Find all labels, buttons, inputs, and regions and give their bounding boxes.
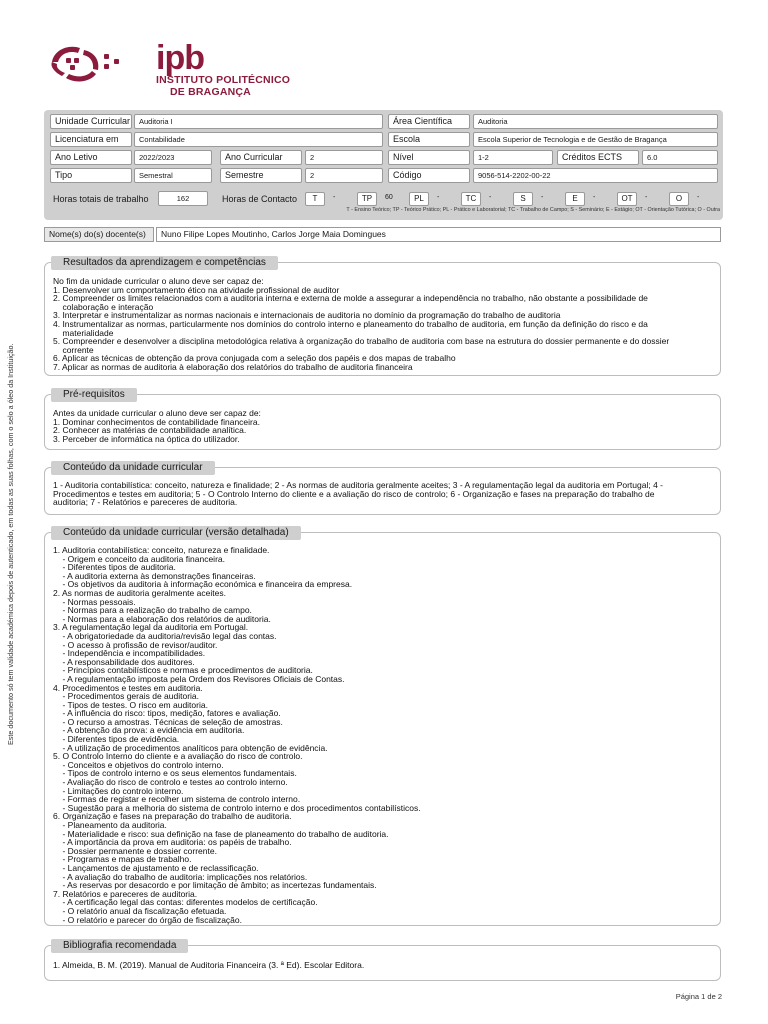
text-line: - Diferentes tipos de auditoria.	[53, 562, 176, 573]
text-line: 2. Compreender os limites relacionados com a auditoria interna e externa de molde a assegurar a independência no trabalho, não obstante a possibilidade de	[53, 293, 648, 304]
text-line: Antes da unidade curricular o aluno deve ser capaz de:	[53, 408, 261, 418]
contact-code-pl: PL	[409, 192, 429, 206]
area-cientifica-label: Área Científica	[388, 114, 470, 129]
text-line: - A certificação legal das contas: diferentes modelos de certificação.	[53, 897, 318, 908]
contact-code-t: T	[305, 192, 325, 206]
text-line: 1. Auditoria contabilística: conceito, natureza e finalidade.	[53, 545, 270, 555]
section-body	[53, 961, 714, 970]
text-line: 5. O Controlo Interno do cliente e a avaliação do risco de controlo.	[53, 751, 303, 762]
text-line: - Sugestão para a melhoria do sistema de controlo interno e dos procedimentos contabilísticos.	[53, 802, 421, 813]
section-conteudo	[44, 462, 721, 515]
contact-value-ot: -	[645, 194, 648, 201]
contact-value-o: -	[697, 194, 700, 201]
section-body	[53, 546, 714, 924]
contact-value-t: -	[333, 194, 336, 201]
text-line: - Os objetivos da auditoria à informação económica e financeira da empresa.	[53, 579, 353, 590]
text-line: - A responsabilidade dos auditores.	[53, 656, 195, 667]
escola-label: Escola	[388, 132, 470, 147]
text-line: 6. Organização e fases na preparação do trabalho de auditoria.	[53, 811, 292, 822]
text-line: - Lançamentos de ajustamento e de reclassificação.	[53, 862, 259, 873]
section-resultados	[44, 257, 721, 376]
section-title: Bibliografia recomendada	[51, 939, 188, 953]
semestre-value: 2	[305, 168, 383, 183]
section-title: Conteúdo da unidade curricular	[51, 461, 215, 475]
text-line: - Tipos de testes. O risco em auditoria.	[53, 699, 208, 710]
creditos-label: Créditos ECTS	[557, 150, 639, 165]
text-line: - A influência do risco: tipos, medição, fatores e avaliação.	[53, 708, 281, 719]
text-line: 2. Conhecer as matérias de contabilidade analítica.	[53, 425, 247, 436]
codigo-label: Código	[388, 168, 470, 183]
contact-code-o: O	[669, 192, 689, 206]
contact-value-pl: -	[437, 194, 440, 201]
text-line: 3. Interpretar e instrumentalizar as normas nacionais e internacionais de auditoria no domínio da programação do trabalho de auditoria	[53, 310, 561, 321]
nivel-value: 1-2	[473, 150, 553, 165]
text-line: - A utilização de procedimentos analíticos para obtenção de evidência.	[53, 742, 328, 753]
text-line: - O acesso à profissão de revisor/auditor.	[53, 639, 218, 650]
licenciatura-label: Licenciatura em	[50, 132, 132, 147]
ano-letivo-value: 2022/2023	[134, 150, 212, 165]
ipb-emblem-icon	[44, 40, 152, 86]
text-line: corrente	[53, 344, 94, 355]
nivel-label: Nível	[388, 150, 470, 165]
ano-curricular-label: Ano Curricular	[220, 150, 302, 165]
escola-value: Escola Superior de Tecnologia e de Gestão de Bragança	[473, 132, 718, 147]
text-line: - Normas pessoais.	[53, 596, 136, 607]
text-line: - Conceitos e objetivos do controlo interno.	[53, 759, 224, 770]
text-line: No fim da unidade curricular o aluno deve ser capaz de:	[53, 276, 264, 286]
text-line: - Normas para a realização do trabalho de campo.	[53, 605, 252, 616]
text-line: materialidade	[53, 327, 114, 338]
text-line: 4. Procedimentos e testes em auditoria.	[53, 682, 203, 693]
text-line: - O relatório anual da fiscalização efetuada.	[53, 905, 227, 916]
text-line: - A regulamentação imposta pela Ordem dos Revisores Oficiais de Contas.	[53, 673, 345, 684]
text-line: - Princípios contabilísticos e normas e procedimentos de auditoria.	[53, 665, 313, 676]
text-line: 1. Desenvolver um comportamento ético na atividade profissional de auditor	[53, 284, 340, 295]
tipo-label: Tipo	[50, 168, 132, 183]
logo-institution-line2: DE BRAGANÇA	[170, 86, 251, 98]
section-title: Resultados da aprendizagem e competências	[51, 256, 278, 270]
page-number: Página 1 de 2	[675, 992, 722, 1001]
logo-institution-line1: INSTITUTO POLITÉCNICO	[156, 74, 291, 86]
text-line: 2. As normas de auditoria geralmente aceites.	[53, 587, 226, 598]
text-line: - Programas e mapas de trabalho.	[53, 854, 192, 865]
text-line: auditoria; 7 - Relatórios e pareceres de auditoria.	[53, 497, 238, 508]
contact-code-s: S	[513, 192, 533, 206]
logo-wordmark: ipb	[156, 39, 204, 77]
licenciatura-value: Contabilidade	[134, 132, 383, 147]
text-line: - Materialidade e risco: sua definição na fase de planeamento do trabalho de auditoria.	[53, 828, 389, 839]
text-line: - A importância da prova em auditoria: os papéis de trabalho.	[53, 837, 292, 848]
text-line: - Origem e conceito da auditoria financeira.	[53, 553, 225, 564]
ano-curricular-value: 2	[305, 150, 383, 165]
text-line: - A obrigatoriedade da auditoria/revisão legal das contas.	[53, 630, 277, 641]
codigo-value: 9056-514-2202-00-22	[473, 168, 718, 183]
contact-value-tp: 60	[385, 194, 393, 201]
creditos-value: 6.0	[642, 150, 718, 165]
text-line: 5. Compreender e desenvolver a disciplina metodológica relativa à organização do trabalho de auditoria com base na estrutura do dossier permanente e do dossier	[53, 336, 670, 347]
text-line: colaboração e interação	[53, 301, 154, 312]
section-title: Pré-requisitos	[51, 388, 137, 402]
text-line: - Avaliação do risco de controlo e testes ao controlo interno.	[53, 777, 288, 788]
text-line: - A obtenção da prova: a evidência em auditoria.	[53, 725, 245, 736]
text-line: - Independência e incompatibilidades.	[53, 648, 206, 659]
text-line: 6. Aplicar as técnicas de obtenção da prova conjugada com a seleção dos papéis e dos mapas de trabalho	[53, 353, 456, 364]
text-line: 1 - Auditoria contabilística: conceito, natureza e finalidade; 2 - As normas de auditoria geralmente aceites; 3 - A regulamentação legal da auditoria em Portugal; 4 -	[53, 480, 663, 490]
contact-code-tc: TC	[461, 192, 481, 206]
text-line: 3. A regulamentação legal da auditoria em Portugal.	[53, 622, 249, 633]
text-line: - Normas para a elaboração dos relatórios de auditoria.	[53, 613, 271, 624]
text-line: 3. Perceber de informática na óptica do utilizador.	[53, 433, 240, 444]
text-line: 7. Relatórios e pareceres de auditoria.	[53, 888, 198, 899]
docentes-row	[44, 227, 721, 242]
contact-value-tc: -	[489, 194, 492, 201]
text-line: 1. Dominar conhecimentos de contabilidade financeira.	[53, 416, 260, 427]
contact-value-e: -	[593, 194, 596, 201]
authentication-note: Este documento só tem validade académica depois de autenticado, em todas as suas folhas, com o selo a óleo da Instituição.	[6, 343, 15, 745]
docentes-label: Nome(s) do(s) docente(s)	[44, 227, 154, 242]
ipb-logo	[44, 39, 291, 100]
ano-letivo-label: Ano Letivo	[50, 150, 132, 165]
text-line: - O recurso a amostras. Técnicas de seleção de amostras.	[53, 716, 283, 727]
text-line: 7. Aplicar as normas de auditoria à elaboração dos relatórios do trabalho de auditoria financeira	[53, 361, 413, 372]
semestre-label: Semestre	[220, 168, 302, 183]
text-line: 4. Instrumentalizar as normas, particularmente nos domínios do controlo interno e planeamento do trabalho de auditoria, em função da definição do risco e da	[53, 318, 648, 329]
tipo-value: Semestral	[134, 168, 212, 183]
text-line: Procedimentos e testes em auditoria; 5 - O Controlo Interno do cliente e a avaliação do risco de controlo; 6 - Organização e fases na preparação do trabalho de	[53, 488, 655, 499]
contact-code-e: E	[565, 192, 585, 206]
text-line: 1. Almeida, B. M. (2019). Manual de Auditoria Financeira (3. ª Ed). Escolar Editora.	[53, 960, 365, 970]
section-body	[53, 409, 714, 443]
section-body	[53, 277, 714, 372]
unidade-curricular-label: Unidade Curricular	[50, 114, 132, 129]
section-prerequisitos	[44, 389, 721, 450]
contact-hours-legend: T - Ensino Teórico; TP - Teórico Prático; PL - Prático e Laboratorial; TC - Trabalho de Campo; S - Seminário; E - Estágio; OT - Orientação Tutórica; O - Outra	[346, 207, 720, 213]
contact-code-tp: TP	[357, 192, 377, 206]
section-title: Conteúdo da unidade curricular (versão detalhada)	[51, 526, 301, 540]
text-line: - O relatório e parecer do órgão de fiscalização.	[53, 914, 242, 925]
text-line: - As reservas por desacordo e por limitação de âmbito; as incertezas fundamentais.	[53, 880, 377, 891]
section-conteudo-detalhado	[44, 527, 721, 926]
text-line: - A avaliação do trabalho de auditoria: implicações nos relatórios.	[53, 871, 308, 882]
text-line: - Formas de registar e recolher um sistema de controlo interno.	[53, 794, 301, 805]
text-line: - Tipos de controlo interno e os seus elementos fundamentais.	[53, 768, 297, 779]
section-body	[53, 481, 714, 507]
docentes-value: Nuno Filipe Lopes Moutinho, Carlos Jorge Maia Domingues	[156, 227, 721, 242]
horas-totais-value: 162	[158, 191, 208, 206]
unidade-curricular-value: Auditoria I	[134, 114, 383, 129]
area-cientifica-value: Auditoria	[473, 114, 718, 129]
text-line: - Limitações do controlo interno.	[53, 785, 184, 796]
text-line: - Diferentes tipos de evidência.	[53, 734, 180, 745]
horas-contacto-label: Horas de Contacto	[222, 194, 298, 204]
text-line: - A auditoria externa às demonstrações financeiras.	[53, 570, 256, 581]
text-line: - Dossier permanente e dossier corrente.	[53, 845, 217, 856]
text-line: - Planeamento da auditoria.	[53, 820, 167, 830]
contact-value-s: -	[541, 194, 544, 201]
horas-totais-label: Horas totais de trabalho	[53, 194, 149, 204]
contact-code-ot: OT	[617, 192, 637, 206]
text-line: - Procedimentos gerais de auditoria.	[53, 691, 199, 702]
section-bibliografia	[44, 940, 721, 981]
